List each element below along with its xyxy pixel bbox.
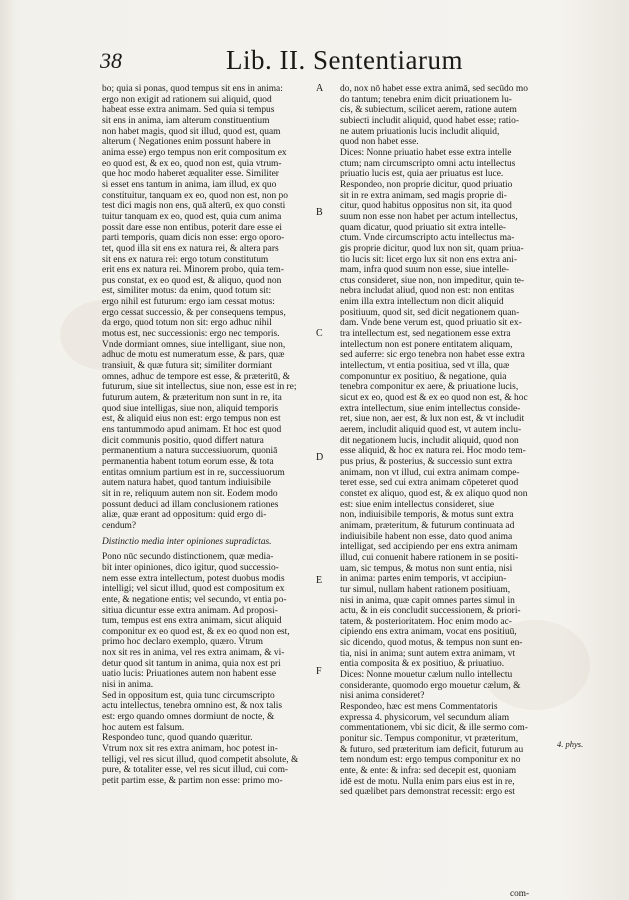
text-line: bo; quia si ponas, quod tempus sit ens in anima: bbox=[102, 84, 283, 94]
text-line: Vtrum nox sit res extra animam, hoc potest in- bbox=[102, 744, 278, 755]
text-line: considerante, quomodo ergo mouetur cælum, & bbox=[340, 680, 521, 691]
margin-note: 4. phys. bbox=[557, 739, 584, 749]
page-header bbox=[0, 45, 629, 82]
text-line: componitur ex eo quod est, & ex eo quod non est, bbox=[102, 626, 290, 637]
margin-letter-d: D bbox=[316, 452, 324, 463]
text-line: pus prius, & posterius, & successio sunt extra bbox=[340, 456, 513, 467]
text-line: telligi, vel res sicut illud, quod competit absolute, & bbox=[102, 754, 299, 765]
text-line: extra intellectum, siue enim intellectus conside- bbox=[340, 403, 521, 414]
text-line: expressa 4. physicorum, vel secundum aliam bbox=[340, 712, 510, 723]
text-line: permanentium a natura successiuorum, quoniā bbox=[102, 446, 278, 457]
text-line: teret esse, sed cui extra animam cōpeteret quod bbox=[340, 478, 519, 489]
text-line: subiecti includit aliquid, quod habet esse; ratio- bbox=[340, 115, 520, 126]
text-line: anima esse) ergo tempus non erit compositum ex bbox=[102, 147, 287, 158]
text-line: tra intellectum est, sed negationem esse extra bbox=[340, 329, 511, 340]
text-line: dicit communis positio, quod differt natura bbox=[102, 435, 264, 446]
text-line: gis proprie dicitur, quod lux non sit, quam priua- bbox=[340, 243, 524, 254]
text-line: Vnde dormiant omnes, siue intelligant, siue non, bbox=[102, 339, 286, 350]
text-line: animam, præteritum, & futurum continuata ad bbox=[340, 520, 515, 531]
text-line: constet ex aliquo, quod est, & ex aliquo quod non bbox=[340, 488, 528, 499]
text-line: est: ergo quando omnes dormiunt de nocte, & bbox=[102, 712, 275, 723]
text-line: do tantum; tenebra enim dicit priuationem lu- bbox=[340, 94, 512, 105]
right-column bbox=[340, 84, 550, 798]
text-line: Respondeo, hæc est mens Commentatoris bbox=[340, 702, 498, 713]
margin-letter-a: A bbox=[316, 83, 324, 94]
text-line: Pono nūc secundo distinctionem, quæ media- bbox=[102, 552, 274, 563]
text-line: entitas omnium partium est in re, successiuorum bbox=[102, 467, 285, 478]
text-line: nox sit res in anima, vel res extra animam, & vi- bbox=[102, 648, 285, 659]
section-heading: Distinctio media inter opiniones supradictas. bbox=[102, 536, 272, 547]
text-line: cis, & subiectum, scilicet aerem, ratione autem bbox=[340, 105, 517, 116]
running-title: Lib. II. Sententiarum bbox=[226, 45, 463, 75]
text-line: sed auferre: sic ergo tenebra non habet esse extra bbox=[340, 350, 525, 361]
text-line: ne autem priuationis lucis includit aliquid, bbox=[340, 126, 500, 137]
text-line: quod siue intelligas, siue non, aliquid temporis bbox=[102, 403, 279, 414]
text-line: sit ens ex natura rei: ergo totum constitutum bbox=[102, 254, 269, 265]
text-line: permanentia habent totum eorum esse, & tota bbox=[102, 456, 274, 467]
text-line: entia composita & ex positiuo, & priuatiuo. bbox=[340, 659, 505, 670]
text-line: adhuc de motu est numeratum esse, & pars, quæ bbox=[102, 350, 285, 361]
text-line: intellectum, vt entia positiua, sed vt illa, quæ bbox=[340, 361, 510, 372]
text-line: omnes, adhuc de tempore est esse, & præteritū, & bbox=[102, 371, 290, 382]
margin-letter-b: B bbox=[316, 207, 323, 218]
left-column-text-top bbox=[102, 84, 309, 532]
text-line: nisi in anima. bbox=[102, 680, 154, 691]
text-line: est, similiter motus: da enim, quod totum sit: bbox=[102, 286, 272, 297]
text-line: ponitur sic. Tempus componitur, vt præteritum, bbox=[340, 734, 519, 745]
text-line: non, indiuisibile temporis, & motus sunt extra bbox=[340, 510, 514, 521]
text-line: futurum autem, & præteritum non sunt in re, ita bbox=[102, 393, 282, 404]
text-line: detur quod sit tantum in anima, quia nox est pri bbox=[102, 658, 281, 669]
text-line: uatio lucis: Priuationes autem non habent esse bbox=[102, 669, 277, 680]
text-line: illud, cui conuenit habere rationem in se positi- bbox=[340, 552, 519, 563]
text-line: nebra includat aliud, quod non est: non entitas bbox=[340, 286, 515, 297]
text-line: indiuisibile habent non esse, dato quod anima bbox=[340, 531, 513, 542]
text-line: possunt deduci ad illam conclusionem rationes bbox=[102, 499, 279, 510]
text-line: Respondeo, non proprie dicitur, quod priuatio bbox=[340, 179, 513, 190]
text-line: Respondeo tunc, quod quando quæritur. bbox=[102, 733, 253, 744]
text-line: Dices: Nonne mouetur cælum nullo intellectu bbox=[340, 670, 513, 681]
text-line: tur simul, nullam habent rationem positiuam, bbox=[340, 584, 511, 595]
text-line: bit inter opiniones, dico igitur, quod successio- bbox=[102, 562, 279, 573]
margin-letter-f: F bbox=[316, 666, 322, 677]
text-line: erit ens ex natura rei. Minorem probo, quia tem- bbox=[102, 265, 284, 276]
text-line: ctus consideret, siue non, non impeditur, quin te- bbox=[340, 275, 525, 286]
text-line: & futuro, sed præteritum iam deficit, futurum au bbox=[340, 744, 524, 755]
text-line: enim illa extra intellectum non dicit aliquid bbox=[340, 297, 504, 308]
left-column bbox=[102, 84, 309, 787]
text-line: tenebra componitur ex aere, & priuatione lucis, bbox=[340, 382, 519, 393]
text-line: non habet magis, quod sit illud, quod est, quam bbox=[102, 126, 281, 137]
text-line: nisi in anima, quæ capit omnes partes simul in bbox=[340, 595, 515, 606]
text-line: in anima: partes enim temporis, vt accipiun- bbox=[340, 574, 507, 585]
text-line: esse aliquid, & hoc ex natura rei. Hoc modo tem- bbox=[340, 446, 526, 457]
text-line: suum non esse non habet per actum intellectus, bbox=[340, 211, 518, 222]
text-line: da ergo, quod totum non sit: ergo adhuc nihil bbox=[102, 318, 272, 329]
text-line: ctum. Vnde circumscripto actu intellectus ma- bbox=[340, 233, 515, 244]
text-line: cipiendo ens extra animam, vocat ens positiuū, bbox=[340, 627, 517, 638]
text-line: futurum, siue sit intellectus, siue non, esse est in re; bbox=[102, 382, 297, 393]
text-line: ergo non exigit ad rationem sui aliquid, quod bbox=[102, 94, 272, 105]
text-line: ens tantummodo apud animam. Et hoc est quod bbox=[102, 425, 282, 435]
text-line: test dici magis non ens, quā alterū, ex quo consti bbox=[102, 201, 286, 212]
text-line: dit negationem lucis, includit aliquid, quod non bbox=[340, 435, 519, 446]
text-line: commentationem, vbi sic dicit, & ille sermo com- bbox=[340, 723, 528, 734]
text-line: si esset ens tantum in anima, iam illud, ex quo bbox=[102, 179, 277, 190]
text-line: sit ens in anima, iam alterum constituentium bbox=[102, 115, 270, 126]
text-line: sicut ex eo, quod est & ex eo quod non est, & hoc bbox=[340, 393, 528, 404]
text-line: uam, sic tempus, & motus non sunt entia, nisi bbox=[340, 563, 513, 574]
text-line: eo quod est, & ex eo, quod non est, quia vtrum- bbox=[102, 158, 282, 169]
text-line: nem esse extra intellectum, potest duobus modis bbox=[102, 573, 285, 584]
text-line: que hoc modo haberet æqualiter esse. Similiter bbox=[102, 169, 279, 180]
page-number: 38 bbox=[100, 48, 122, 73]
text-line: priuatio lucis est, quia aer priuatus est luce. bbox=[340, 169, 504, 180]
text-line: petit partim esse, & partim non esse: primo mo- bbox=[102, 776, 283, 786]
text-line: sed quælibet pars demonstrat recessit: ergo est bbox=[340, 787, 515, 798]
text-line: ente, & negatione entis; vel secundo, vt entia po- bbox=[102, 594, 287, 605]
text-line: sit in re, reliquum autem non sit. Eodem modo bbox=[102, 488, 278, 499]
text-line: quod non habet esse. bbox=[340, 137, 419, 148]
text-line: ergo cessat successio, & per consequens tempus, bbox=[102, 307, 286, 318]
text-line: autem natura habet, quod tantum indiuisibile bbox=[102, 478, 271, 489]
text-line: tatem, & posterioritatem. Hoc enim modo ac- bbox=[340, 616, 512, 627]
text-line: citur, quod habitus oppositus non sit, ita quod bbox=[340, 201, 512, 212]
text-line: primo hoc declaro exemplo, quæro. Vtrum bbox=[102, 637, 264, 648]
text-line: sitiua dicuntur esse extra animam. Ad proposi- bbox=[102, 605, 278, 616]
text-line: componuntur ex positiuo, & negatione, quia bbox=[340, 371, 507, 382]
text-line: positiuum, quod sit, sed dicit negationem quan- bbox=[340, 307, 520, 318]
text-line: sic dicendo, quod motus, & tempus non sunt en- bbox=[340, 638, 523, 649]
text-line: tio lucis sit: licet ergo lux sit non ens extra ani- bbox=[340, 254, 518, 265]
text-line: dam. Vnde bene verum est, quod priuatio sit ex- bbox=[340, 318, 522, 329]
text-line: est: siue enim intellectus consideret, siue bbox=[340, 499, 495, 510]
text-line: ret, siue non, aer est, & lux non est, & vt includit bbox=[340, 414, 525, 425]
left-column-text-bottom bbox=[102, 552, 309, 786]
text-line: cendum? bbox=[102, 520, 137, 531]
text-line: motus est, nec successionis: ergo nec temporis. bbox=[102, 329, 280, 340]
text-line: transiuit, & quæ futura sit; similiter dormiant bbox=[102, 361, 273, 372]
text-line: constituitur, tanquam ex eo, quod non est, non po bbox=[102, 190, 288, 201]
margin-letter-c: C bbox=[316, 328, 323, 339]
text-line: tem nondum est: ergo tempus componitur ex no bbox=[340, 755, 521, 766]
catchword: com- bbox=[510, 889, 530, 899]
text-line: Sed in oppositum est, quia tunc circumscripto bbox=[102, 690, 275, 701]
text-line: possit dare esse non entibus, poterit dare esse ei bbox=[102, 222, 283, 233]
text-line: do, nox nō habet esse extra animā, sed secūdo mo bbox=[340, 84, 528, 94]
text-line: ente, & ente: & infra: sed decepit est, quoniam bbox=[340, 766, 517, 776]
text-line: Dices: Nonne priuatio habet esse extra intelle bbox=[340, 147, 512, 158]
text-line: quam dicatur, quod priuatio sit extra intelle- bbox=[340, 222, 507, 233]
text-line: tum, tempus est ens extra animam, sicut aliquid bbox=[102, 616, 282, 627]
text-line: tet, quod illa sit ens ex natura rei, & altera pars bbox=[102, 243, 279, 254]
text-line: intelligi; vel sicut illud, quod est compositum ex bbox=[102, 584, 285, 595]
text-line: ergo nihil est futurum: ergo iam cessat motus: bbox=[102, 297, 275, 308]
text-line: sit in re extra animam, sed magis proprie di- bbox=[340, 190, 507, 201]
text-line: alterum ( Negationes enim possunt habere in bbox=[102, 137, 271, 148]
margin-letter-e: E bbox=[316, 575, 323, 586]
text-line: intellectum non est ponere entitatem aliquam, bbox=[340, 339, 513, 350]
text-line: actu, & in eis concludit successionem, & priori- bbox=[340, 606, 521, 617]
text-line: pure, & totaliter esse, vel res sicut illud, cui com- bbox=[102, 765, 289, 776]
text-line: tuitur tanquam ex eo, quod est, quia cum anima bbox=[102, 211, 282, 222]
text-line: hoc autem est falsum. bbox=[102, 722, 185, 733]
text-line: tia, nisi in anima; sunt autem extra animam, vt bbox=[340, 648, 516, 659]
text-line: intelligat, sed accipiendo per ens extra animam bbox=[340, 542, 518, 553]
text-line: pus constat, ex eo quod est, & aliquo, quod non bbox=[102, 275, 282, 286]
text-line: actu intellectus, tenebra omnino est, & nox talis bbox=[102, 701, 283, 712]
text-line: animam, non vt illud, cui extra animam compe- bbox=[340, 467, 520, 478]
text-line: mam, infra quod suum non esse, siue intelle- bbox=[340, 265, 510, 276]
text-line: parti temporis, quam dicis non esse: ergo oporo- bbox=[102, 233, 285, 244]
text-line: idē est de motu. Nulla enim pars eius est in re, bbox=[340, 776, 515, 787]
text-line: aerem, includit aliquid quod est, vt autem inclu- bbox=[340, 425, 522, 435]
text-line: aliæ, quæ erant ad oppositum: quid ergo di- bbox=[102, 510, 267, 521]
text-line: est, & aliquid eius non est: ergo tempus non est bbox=[102, 414, 281, 425]
text-line: ctum; nam circumscripto omni actu intellectus bbox=[340, 158, 516, 169]
text-line: nisi anima consideret? bbox=[340, 691, 425, 702]
text-line: habeat esse extra animam. Sed quia si tempus bbox=[102, 105, 275, 116]
